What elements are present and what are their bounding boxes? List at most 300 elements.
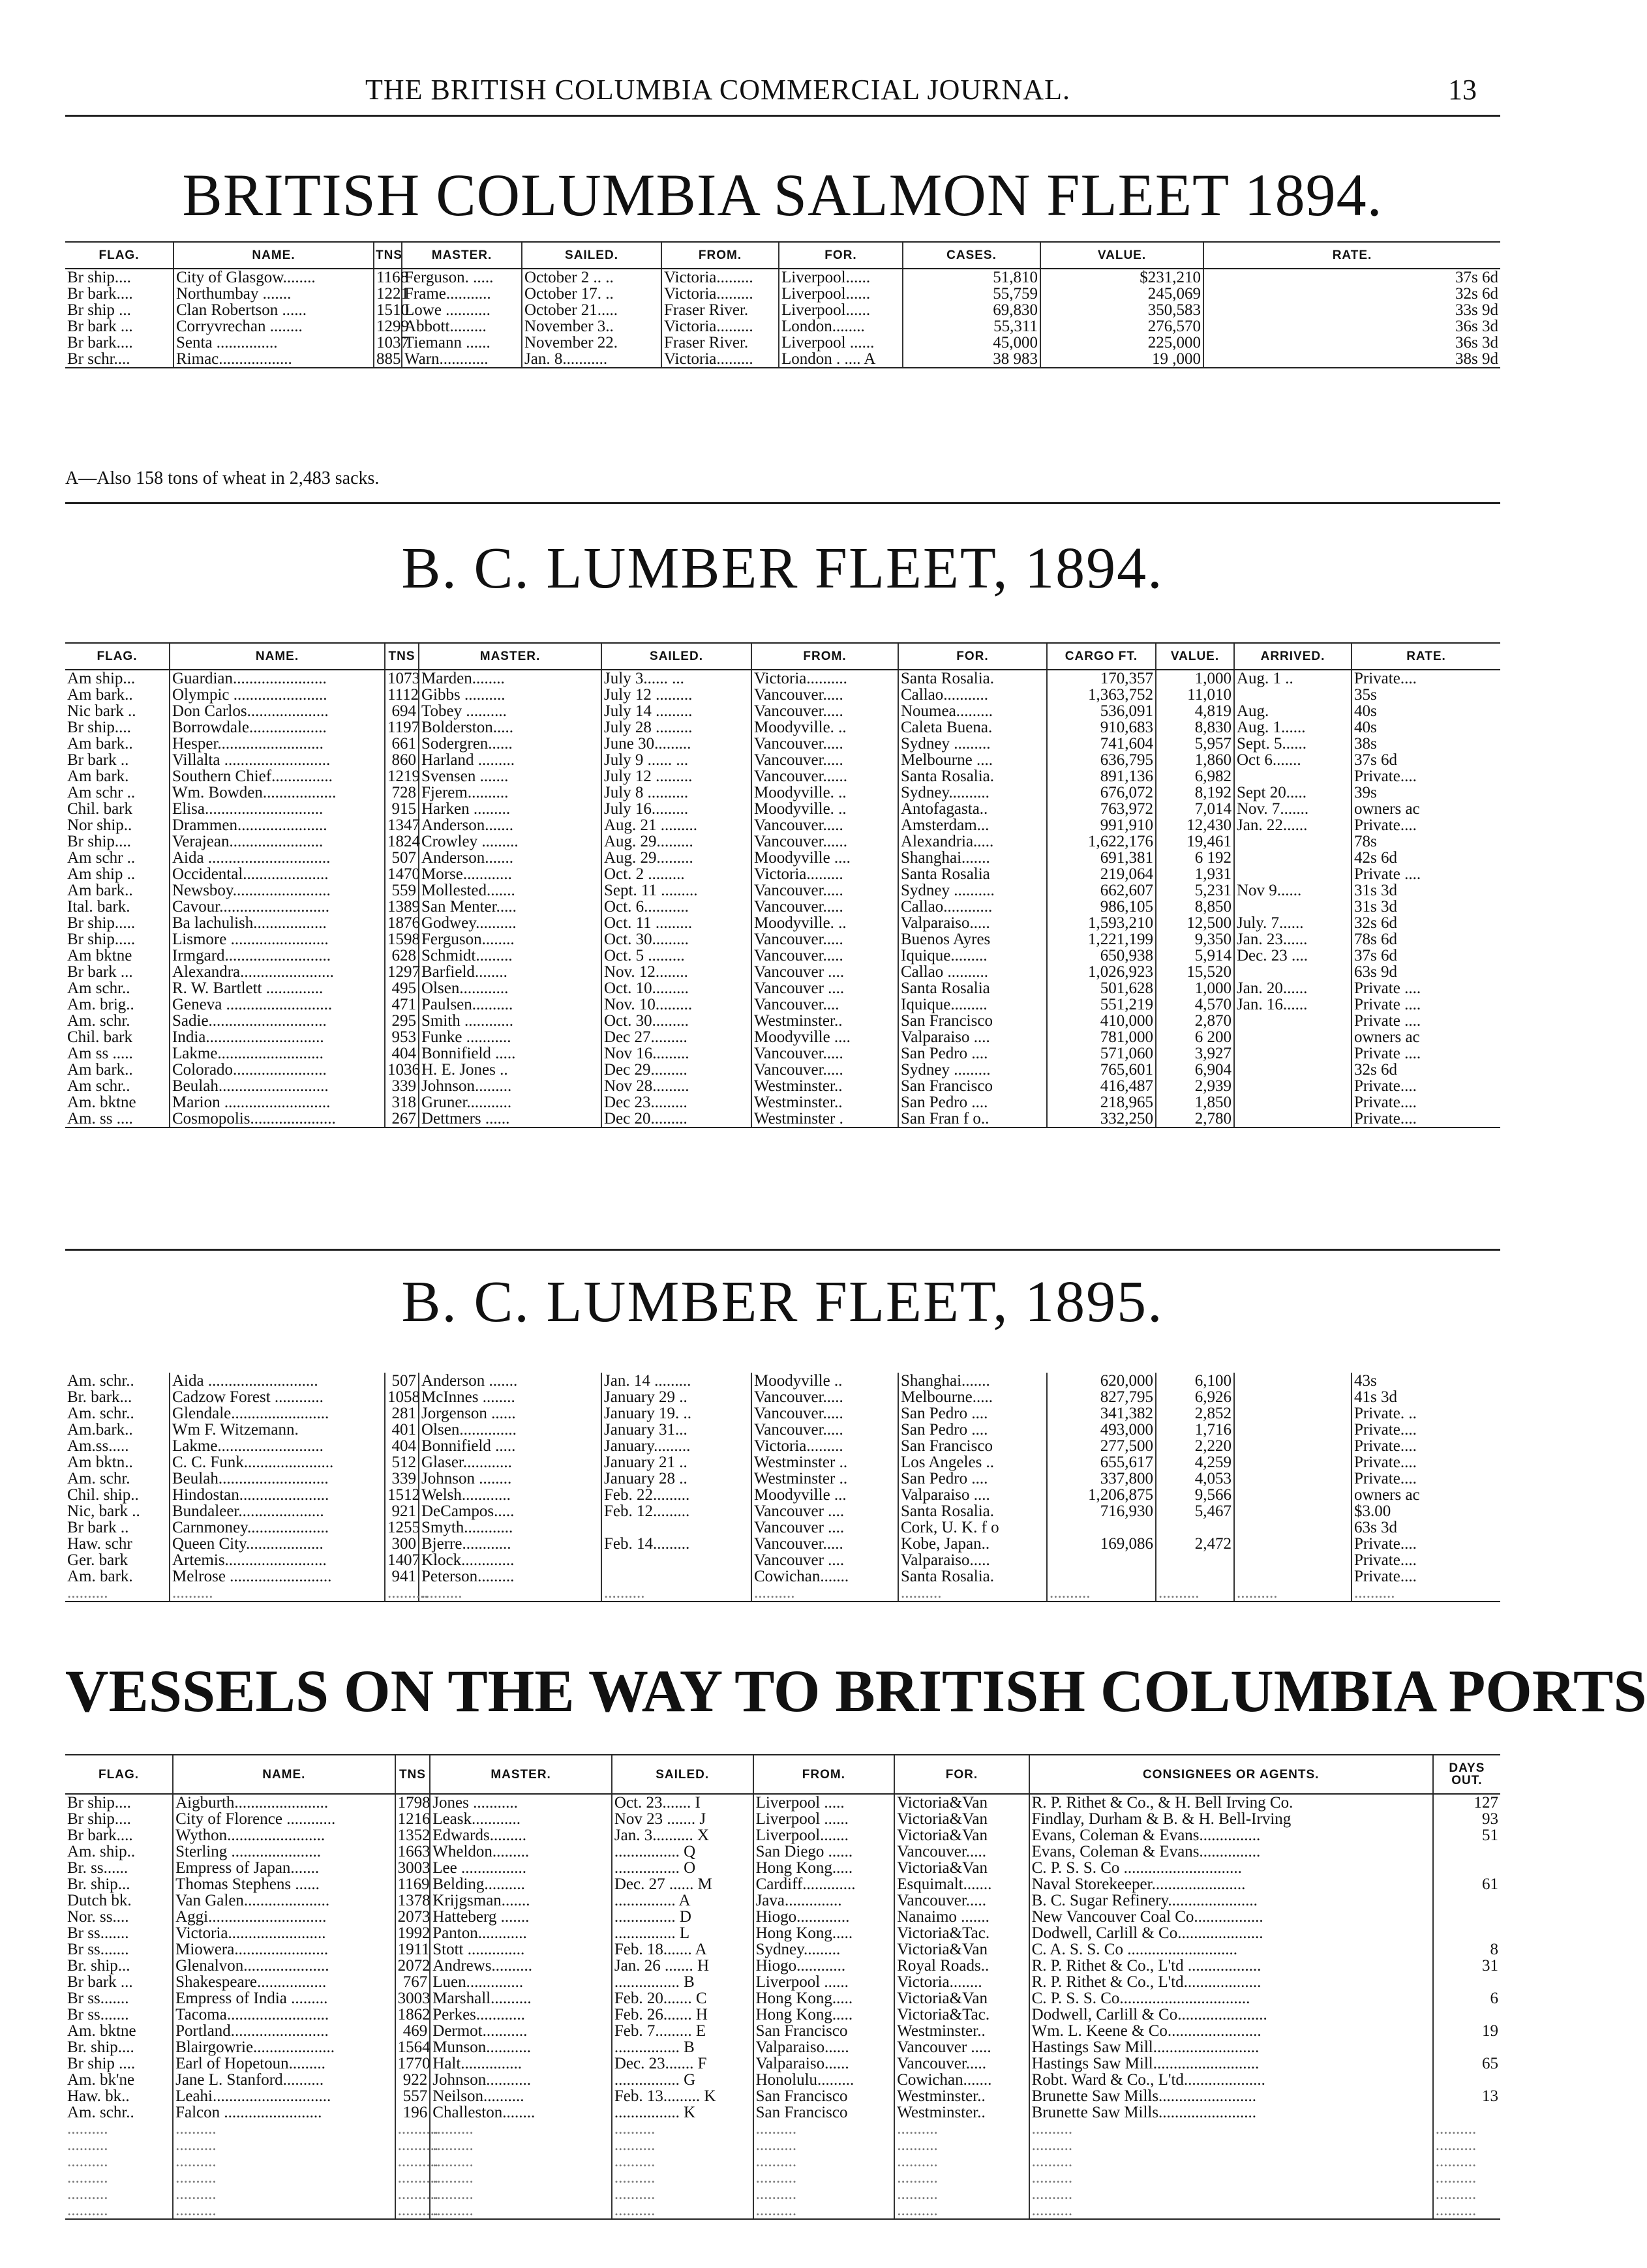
- table-cell: Leask............: [430, 1811, 612, 1827]
- table-cell: Occidental.....................: [170, 866, 385, 882]
- table-cell: San Francisco: [753, 2088, 895, 2104]
- table-row: [65, 1552, 1500, 1568]
- table-cell: Jane L. Stanford..........: [173, 2072, 395, 2088]
- table-row: [65, 286, 1500, 302]
- column-header: NAME.: [170, 643, 385, 670]
- column-header: FOR.: [779, 242, 903, 269]
- table-cell: [1234, 850, 1352, 866]
- table-cell: Callao...........: [898, 687, 1047, 703]
- table-cell: 15,520: [1156, 964, 1234, 980]
- table-cell: Blairgowrie....................: [173, 2039, 395, 2055]
- blank-cell: ..........: [894, 2153, 1029, 2170]
- table-cell: 63s 9d: [1352, 964, 1500, 980]
- table-row: [65, 1487, 1500, 1503]
- table-cell: 31s 3d: [1352, 899, 1500, 915]
- table-cell: [1433, 1909, 1500, 1925]
- table-row: [65, 1389, 1500, 1405]
- table-cell: Private ....: [1352, 980, 1500, 996]
- table-cell: Lee ................: [430, 1860, 612, 1876]
- table-cell: Godwey..........: [419, 915, 601, 931]
- table-cell: 63s 3d: [1352, 1519, 1500, 1536]
- table-cell: [1234, 1454, 1352, 1470]
- table-cell: Jorgenson ......: [419, 1405, 601, 1422]
- table-cell: Edwards.........: [430, 1827, 612, 1843]
- table-cell: 2,220: [1156, 1438, 1234, 1454]
- table-cell: Wheldon.........: [430, 1843, 612, 1860]
- table-cell: Tiemann ......: [402, 335, 522, 351]
- table-cell: 501,628: [1047, 980, 1156, 996]
- table-cell: Jan. 26 ....... H: [612, 1958, 753, 1974]
- column-header: SAILED.: [601, 643, 751, 670]
- table-cell: Aida ..............................: [170, 850, 385, 866]
- blank-cell: ..........: [751, 1585, 898, 1602]
- table-cell: Br. ship....: [67, 2038, 134, 2056]
- table-cell: Nov 16.........: [601, 1045, 751, 1062]
- table-cell: 1,026,923: [1047, 964, 1156, 980]
- table-cell: Ferguson. .....: [402, 269, 522, 286]
- table-cell: Stott ..............: [430, 1941, 612, 1958]
- table-cell: 571,060: [1047, 1045, 1156, 1062]
- table-cell: 218,965: [1047, 1094, 1156, 1111]
- table-cell: 1197: [385, 719, 419, 736]
- blank-cell: ..........: [65, 2202, 173, 2219]
- table-cell: 33s 9d: [1203, 302, 1500, 318]
- table-cell: Moodyville ..: [751, 1373, 898, 1389]
- table-cell: Santa Rosalia.: [898, 670, 1047, 687]
- table-cell: 559: [385, 882, 419, 899]
- table-cell: San Francisco: [898, 1438, 1047, 1454]
- column-header: NAME.: [174, 242, 374, 269]
- table-cell: Bonnifield .....: [419, 1438, 601, 1454]
- blank-cell: ..........: [612, 2186, 753, 2202]
- table-cell: 1,000: [1156, 670, 1234, 687]
- table-row: [65, 1519, 1500, 1536]
- blank-cell: ..........: [1029, 2121, 1433, 2137]
- table-cell: Br ship....: [67, 719, 131, 736]
- table-cell: 295: [385, 1013, 419, 1029]
- table-cell: Aida ...........................: [170, 1373, 385, 1389]
- table-cell: 1,206,875: [1047, 1487, 1156, 1503]
- table-cell: Jan. 20......: [1234, 980, 1352, 996]
- table-row: [65, 1373, 1500, 1389]
- table-cell: [1234, 1568, 1352, 1585]
- table-cell: Nov. 7.......: [1234, 801, 1352, 817]
- table-cell: 1169: [395, 1876, 431, 1892]
- table-cell: Private ....: [1352, 996, 1500, 1013]
- table-row: [65, 1892, 1500, 1909]
- table-cell: 55,759: [903, 286, 1040, 302]
- table-cell: Am bktn..: [67, 1454, 133, 1471]
- blank-cell: ..........: [419, 1585, 601, 1602]
- table-cell: Victoria........................: [173, 1925, 395, 1941]
- table-cell: [1433, 2007, 1500, 2023]
- table-cell: Wython........................: [173, 1827, 395, 1843]
- table-row: [65, 752, 1500, 768]
- table-cell: Dec. 23....... F: [612, 2055, 753, 2072]
- blank-cell: ..........: [1433, 2186, 1500, 2202]
- table-cell: Esquimalt.......: [894, 1876, 1029, 1892]
- table-cell: 51: [1433, 1827, 1500, 1843]
- table-cell: Br ship....: [67, 1810, 131, 1828]
- table-cell: Victoria.........: [661, 351, 779, 368]
- table-cell: 1036: [385, 1062, 419, 1078]
- table-cell: Santa Rosalia.: [898, 768, 1047, 784]
- table-cell: Abbott.........: [402, 318, 522, 335]
- table-cell: $3.00: [1352, 1503, 1500, 1519]
- table-cell: 655,617: [1047, 1454, 1156, 1470]
- table-cell: [1234, 1389, 1352, 1405]
- table-cell: C. A. S. S. Co ...........................: [1029, 1941, 1433, 1958]
- table-row: [65, 1111, 1500, 1127]
- table-cell: Vancouver.....: [751, 931, 898, 947]
- table-row: [65, 1794, 1500, 1811]
- table-cell: 1770: [395, 2055, 431, 2072]
- table-cell: Private....: [1352, 1536, 1500, 1552]
- table-cell: Private....: [1352, 768, 1500, 784]
- table-cell: Klock.............: [419, 1552, 601, 1568]
- table-cell: [1234, 1422, 1352, 1438]
- table-row: [65, 947, 1500, 964]
- table-cell: Thomas Stephens ......: [173, 1876, 395, 1892]
- table-cell: Sept 20.....: [1234, 784, 1352, 801]
- table-row: [65, 850, 1500, 866]
- table-cell: [1234, 1470, 1352, 1487]
- table-cell: Dettmers ......: [419, 1111, 601, 1127]
- blank-cell: ..........: [67, 2169, 108, 2186]
- table-cell: Irmgard..........................: [170, 947, 385, 964]
- blank-cell: ..........: [894, 2121, 1029, 2137]
- table-cell: Aug.: [1234, 703, 1352, 719]
- table-row: [65, 2072, 1500, 2088]
- table-cell: Melrose .........................: [170, 1568, 385, 1585]
- table-cell: 170,357: [1047, 670, 1156, 687]
- table-cell: Andrews..........: [430, 1958, 612, 1974]
- table-cell: [1234, 866, 1352, 882]
- table-row: [65, 1536, 1500, 1552]
- table-cell: Private. ..: [1352, 1405, 1500, 1422]
- table-cell: [1234, 964, 1352, 980]
- table-cell: 5,957: [1156, 736, 1234, 752]
- blank-cell: ..........: [430, 2137, 612, 2153]
- blank-cell: ..........: [612, 2153, 753, 2170]
- table-cell: July 8 ..........: [601, 784, 751, 801]
- table-cell: Nov 28.........: [601, 1078, 751, 1094]
- table-cell: C. P. S. S. Co .............................: [1029, 1860, 1433, 1876]
- column-header: FROM.: [751, 643, 898, 670]
- column-header: FOR.: [894, 1755, 1029, 1794]
- table-cell: ............... L: [612, 1925, 753, 1941]
- table-cell: 1221: [374, 286, 402, 302]
- table-cell: Hastings Saw Mill..........................: [1029, 2039, 1433, 2055]
- blank-row: [65, 2170, 1500, 2186]
- table-cell: Moodyville. ..: [751, 719, 898, 736]
- column-header: FOR.: [898, 643, 1047, 670]
- table-cell: Sydney.........: [753, 1941, 895, 1958]
- table-cell: Empress of Japan.......: [173, 1860, 395, 1876]
- blank-cell: ..........: [894, 2137, 1029, 2153]
- table-cell: 910,683: [1047, 719, 1156, 736]
- blank-cell: ..........: [1047, 1585, 1156, 1602]
- table-cell: Olsen..............: [419, 1422, 601, 1438]
- table-cell: 4,570: [1156, 996, 1234, 1013]
- table-cell: 650,938: [1047, 947, 1156, 964]
- table-row: [65, 996, 1500, 1013]
- table-row: [65, 833, 1500, 850]
- table-cell: Dermot...........: [430, 2023, 612, 2039]
- table-row: [65, 931, 1500, 947]
- table-cell: Johnson.........: [419, 1078, 601, 1094]
- table-cell: Nov. 12........: [601, 964, 751, 980]
- table-cell: [1156, 1568, 1234, 1585]
- table-cell: Empress of India .........: [173, 1990, 395, 2007]
- table-cell: Geneva ..........................: [170, 996, 385, 1013]
- table-cell: Marion ..........................: [170, 1094, 385, 1111]
- table-cell: Marden........: [419, 670, 601, 687]
- table-cell: Borrowdale...................: [170, 719, 385, 736]
- table-cell: 694: [385, 703, 419, 719]
- table-cell: [1433, 1974, 1500, 1990]
- table-cell: Gruner...........: [419, 1094, 601, 1111]
- table-cell: Morse............: [419, 866, 601, 882]
- table-cell: Sept. 5......: [1234, 736, 1352, 752]
- table-row: [65, 2055, 1500, 2072]
- table-cell: October 2 .. ..: [522, 269, 661, 286]
- table-cell: 169,086: [1047, 1536, 1156, 1552]
- table-cell: 2,939: [1156, 1078, 1234, 1094]
- blank-cell: ..........: [395, 2170, 431, 2186]
- table-cell: Private....: [1352, 1078, 1500, 1094]
- table-cell: 1,931: [1156, 866, 1234, 882]
- table-cell: Northumbay .......: [174, 286, 374, 302]
- blank-cell: ..........: [1433, 2121, 1500, 2137]
- table-cell: Aug. 1 ..: [1234, 670, 1352, 687]
- table-cell: 1,850: [1156, 1094, 1234, 1111]
- table-cell: June 30.........: [601, 736, 751, 752]
- table-cell: 3003: [395, 1990, 431, 2007]
- table-cell: Glenalvon.....................: [173, 1958, 395, 1974]
- table-cell: 628: [385, 947, 419, 964]
- table-cell: C. P. S. S. Co................................: [1029, 1990, 1433, 2007]
- table-cell: Halt...............: [430, 2055, 612, 2072]
- blank-cell: ..........: [753, 2202, 895, 2219]
- table-cell: [1433, 2104, 1500, 2121]
- table-cell: 1,860: [1156, 752, 1234, 768]
- blank-cell: ..........: [430, 2186, 612, 2202]
- table-row: [65, 866, 1500, 882]
- blank-cell: ..........: [430, 2153, 612, 2170]
- table-cell: July 14 .........: [601, 703, 751, 719]
- table-cell: 5,231: [1156, 882, 1234, 899]
- table-row: [65, 318, 1500, 335]
- table-cell: Liverpool ......: [779, 335, 903, 351]
- table-cell: Westminster..: [894, 2023, 1029, 2039]
- table-cell: 219,064: [1047, 866, 1156, 882]
- table-cell: 32s 6d: [1352, 915, 1500, 931]
- table-cell: Aug. 29.........: [601, 833, 751, 850]
- table-cell: Senta ...............: [174, 335, 374, 351]
- table-cell: Elisa.............................: [170, 801, 385, 817]
- table-cell: Private....: [1352, 1568, 1500, 1585]
- table-cell: Am. schr.: [67, 1470, 130, 1487]
- table-cell: 78s 6d: [1352, 931, 1500, 947]
- table-cell: Warn............: [402, 351, 522, 368]
- table-cell: Br bark....: [67, 334, 133, 351]
- table-cell: Artemis.........................: [170, 1552, 385, 1568]
- table-cell: 410,000: [1047, 1013, 1156, 1029]
- table-cell: R. P. Rithet & Co., L'td...................: [1029, 1974, 1433, 1990]
- column-header: FLAG.: [65, 1755, 173, 1794]
- blank-cell: ..........: [1352, 1585, 1500, 1602]
- table-cell: January 31...: [601, 1422, 751, 1438]
- table-cell: 1798: [395, 1794, 431, 1811]
- table-cell: Aug. 21 .........: [601, 817, 751, 833]
- table-cell: Nic bark ..: [67, 702, 136, 720]
- table-cell: 691,381: [1047, 850, 1156, 866]
- blank-cell: ..........: [1029, 2186, 1433, 2202]
- table-cell: 39s: [1352, 784, 1500, 801]
- table-cell: 5,914: [1156, 947, 1234, 964]
- table-row: [65, 1422, 1500, 1438]
- table-cell: 512: [385, 1454, 419, 1470]
- table-cell: [1234, 1552, 1352, 1568]
- table-row: [65, 1568, 1500, 1585]
- table-cell: 765,601: [1047, 1062, 1156, 1078]
- table-cell: 3,927: [1156, 1045, 1234, 1062]
- table-cell: Sydney .........: [898, 736, 1047, 752]
- table-row: [65, 2007, 1500, 2023]
- table-cell: Vancouver.....: [751, 1536, 898, 1552]
- blank-cell: ..........: [395, 2137, 431, 2153]
- table-cell: [1234, 768, 1352, 784]
- table-cell: Svensen .......: [419, 768, 601, 784]
- table-cell: [601, 1519, 751, 1536]
- table-row: [65, 1909, 1500, 1925]
- table-cell: 8: [1433, 1941, 1500, 1958]
- blank-row: [65, 2202, 1500, 2219]
- table-cell: 5,467: [1156, 1503, 1234, 1519]
- table-cell: Haw. bk..: [67, 2087, 130, 2105]
- table-cell: Am. bktne: [67, 2022, 136, 2040]
- table-cell: Aug. 1......: [1234, 719, 1352, 736]
- table-cell: Southern Chief...............: [170, 768, 385, 784]
- table-cell: Sydney ..........: [898, 882, 1047, 899]
- table-cell: Haw. schr: [67, 1535, 132, 1553]
- table-cell: [1234, 1013, 1352, 1029]
- table-cell: 676,072: [1047, 784, 1156, 801]
- table-cell: ................ B: [612, 2039, 753, 2055]
- table-cell: 45,000: [903, 335, 1040, 351]
- table-cell: Victoria..........: [751, 670, 898, 687]
- table-cell: 827,795: [1047, 1389, 1156, 1405]
- table-cell: 341,382: [1047, 1405, 1156, 1422]
- table-cell: 6 192: [1156, 850, 1234, 866]
- table-cell: Moodyville. ..: [751, 915, 898, 931]
- table-row: [65, 1990, 1500, 2007]
- table-cell: 41s 3d: [1352, 1389, 1500, 1405]
- table-cell: Evans, Coleman & Evans...............: [1029, 1827, 1433, 1843]
- table-cell: Mollested.......: [419, 882, 601, 899]
- table-cell: Falcon ........................: [173, 2104, 395, 2121]
- table-cell: Panton............: [430, 1925, 612, 1941]
- lumber-1895-table: [65, 1373, 1500, 1602]
- table-cell: Am. ship..: [67, 1843, 136, 1860]
- table-cell: Private....: [1352, 817, 1500, 833]
- table-cell: Am bark..: [67, 735, 133, 753]
- table-cell: Br ss.......: [67, 1990, 129, 2007]
- table-cell: Glaser............: [419, 1454, 601, 1470]
- column-header: MASTER.: [430, 1755, 612, 1794]
- table-cell: 2,472: [1156, 1536, 1234, 1552]
- blank-cell: ..........: [170, 1585, 385, 1602]
- running-head: THE BRITISH COLUMBIA COMMERCIAL JOURNAL.: [365, 74, 1070, 106]
- table-cell: Sydney .........: [898, 1062, 1047, 1078]
- table-row: [65, 703, 1500, 719]
- table-cell: 13: [1433, 2088, 1500, 2104]
- column-header: NAME.: [173, 1755, 395, 1794]
- table-cell: 225,000: [1040, 335, 1203, 351]
- table-cell: Fraser River.: [661, 335, 779, 351]
- table-cell: Br bark ...: [67, 1973, 133, 1991]
- table-cell: Private....: [1352, 1422, 1500, 1438]
- table-cell: July. 7......: [1234, 915, 1352, 931]
- table-cell: Tobey ..........: [419, 703, 601, 719]
- table-cell: Challeston........: [430, 2104, 612, 2121]
- table-cell: Olympic .......................: [170, 687, 385, 703]
- table-cell: 469: [395, 2023, 431, 2039]
- table-cell: Cavour...........................: [170, 899, 385, 915]
- table-row: [65, 269, 1500, 286]
- salmon-fleet-title: BRITISH COLUMBIA SALMON FLEET 1894.: [182, 162, 1383, 228]
- table-cell: [1234, 1536, 1352, 1552]
- table-cell: Private....: [1352, 1454, 1500, 1470]
- table-cell: 1112: [385, 687, 419, 703]
- table-cell: Br bark ...: [67, 963, 133, 981]
- table-row: [65, 899, 1500, 915]
- table-row: [65, 736, 1500, 752]
- blank-cell: ..........: [1234, 1585, 1352, 1602]
- table-cell: San Pedro ....: [898, 1094, 1047, 1111]
- table-row: [65, 1974, 1500, 1990]
- table-cell: Alexandria.....: [898, 833, 1047, 850]
- table-cell: Br bark ..: [67, 751, 129, 769]
- table-cell: [1433, 1925, 1500, 1941]
- table-row: [65, 1958, 1500, 1974]
- table-cell: 1512: [385, 1487, 419, 1503]
- table-cell: 2,780: [1156, 1111, 1234, 1127]
- table-cell: 1255: [385, 1519, 419, 1536]
- table-cell: 40s: [1352, 719, 1500, 736]
- blank-cell: ..........: [430, 2170, 612, 2186]
- table-cell: San Fran f o..: [898, 1111, 1047, 1127]
- table-cell: 8,850: [1156, 899, 1234, 915]
- table-cell: Am bark.: [67, 768, 129, 785]
- table-row: [65, 2039, 1500, 2055]
- table-cell: ............... D: [612, 1909, 753, 1925]
- table-cell: owners ac: [1352, 1029, 1500, 1045]
- table-cell: 43s: [1352, 1373, 1500, 1389]
- table-cell: Vancouver.....: [894, 2055, 1029, 2072]
- table-cell: Wm F. Witzemann.: [170, 1422, 385, 1438]
- table-cell: Am ship...: [67, 670, 136, 687]
- table-cell: Shanghai.......: [898, 1373, 1047, 1389]
- blank-cell: ..........: [753, 2137, 895, 2153]
- table-cell: Luen..............: [430, 1974, 612, 1990]
- table-cell: January 19. ..: [601, 1405, 751, 1422]
- table-cell: Nov. 10.........: [601, 996, 751, 1013]
- table-cell: [1047, 1568, 1156, 1585]
- table-cell: Dec. 27 ...... M: [612, 1876, 753, 1892]
- table-cell: Westminster ..: [751, 1470, 898, 1487]
